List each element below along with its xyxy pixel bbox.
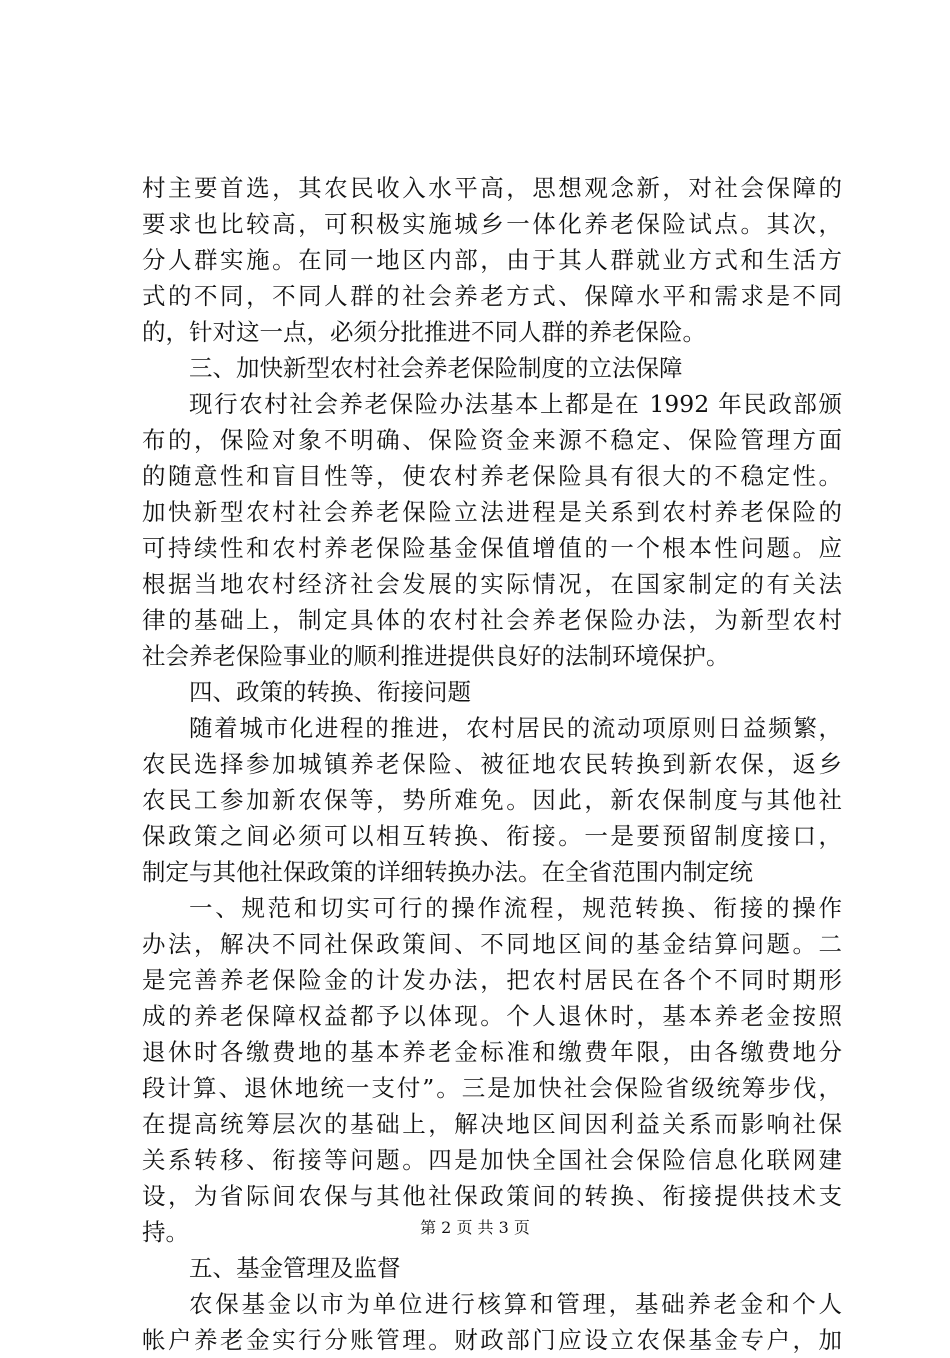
text-line: 农民工参加新农保等，势所难免。因此，新农保制度与其他社 [142,786,842,814]
text-line: 段计算、退休地统一支付”。三是加快社会保险省级统筹步伐， [142,1074,842,1102]
text-line: 一、规范和切实可行的操作流程，规范转换、衔接的操作 [189,894,842,922]
text-line: 分人群实施。在同一地区内部，由于其人群就业方式和生活方 [142,246,842,274]
text-line: 农保基金以市为单位进行核算和管理，基础养老金和个人 [189,1290,842,1318]
section-heading: 四、政策的转换、衔接问题 [189,678,471,706]
text-line: 成的养老保障权益都予以体现。个人退休时，基本养老金按照 [142,1002,842,1030]
text-line: 律的基础上，制定具体的农村社会养老保险办法，为新型农村 [142,606,842,634]
text-line: 关系转移、衔接等问题。四是加快全国社会保险信息化联网建 [142,1146,842,1174]
text-line: 设，为省际间农保与其他社保政策间的转换、衔接提供技术支 [142,1182,842,1210]
text-line: 帐户养老金实行分账管理。财政部门应设立农保基金专户，加 [142,1326,842,1354]
text-line: 村主要首选，其农民收入水平高，思想观念新，对社会保障的 [142,174,842,202]
text-line: 保政策之间必须可以相互转换、衔接。一是要预留制度接口， [142,822,842,850]
text-line: 持。 [142,1218,189,1246]
text-line: 布的，保险对象不明确、保险资金来源不稳定、保险管理方面 [142,426,842,454]
document-body [142,170,842,1358]
text-line: 式的不同，不同人群的社会养老方式、保障水平和需求是不同 [142,282,842,310]
text-line: 加快新型农村社会养老保险立法进程是关系到农村养老保险的 [142,498,842,526]
text-line: 在提高统筹层次的基础上，解决地区间因利益关系而影响社保 [142,1110,842,1138]
page-footer: 第 2 页 共 3 页 [420,1218,530,1237]
text-line: 农民选择参加城镇养老保险、被征地农民转换到新农保，返乡 [142,750,842,778]
text-line: 随着城市化进程的推进，农村居民的流动项原则日益频繁， [189,714,842,742]
text-line: 的随意性和盲目性等，使农村养老保险具有很大的不稳定性。 [142,462,842,490]
text-line: 根据当地农村经济社会发展的实际情况，在国家制定的有关法 [142,570,842,598]
text-line: 要求也比较高，可积极实施城乡一体化养老保险试点。其次， [142,210,842,238]
text-line: 制定与其他社保政策的详细转换办法。在全省范围内制定统 [142,858,753,886]
section-heading: 五、基金管理及监督 [189,1254,401,1282]
text-line: 现行农村社会养老保险办法基本上都是在 1992 年民政部颁 [189,390,842,418]
text-line: 可持续性和农村养老保险基金保值增值的一个根本性问题。应 [142,534,842,562]
text-line: 办法，解决不同社保政策间、不同地区间的基金结算问题。二 [142,930,842,958]
text-line: 社会养老保险事业的顺利推进提供良好的法制环境保护。 [142,642,730,670]
text-line: 的，针对这一点，必须分批推进不同人群的养老保险。 [142,318,706,346]
text-line: 是完善养老保险金的计发办法，把农村居民在各个不同时期形 [142,966,842,994]
section-heading: 三、加快新型农村社会养老保险制度的立法保障 [189,354,683,382]
text-line: 退休时各缴费地的基本养老金标准和缴费年限，由各缴费地分 [142,1038,842,1066]
